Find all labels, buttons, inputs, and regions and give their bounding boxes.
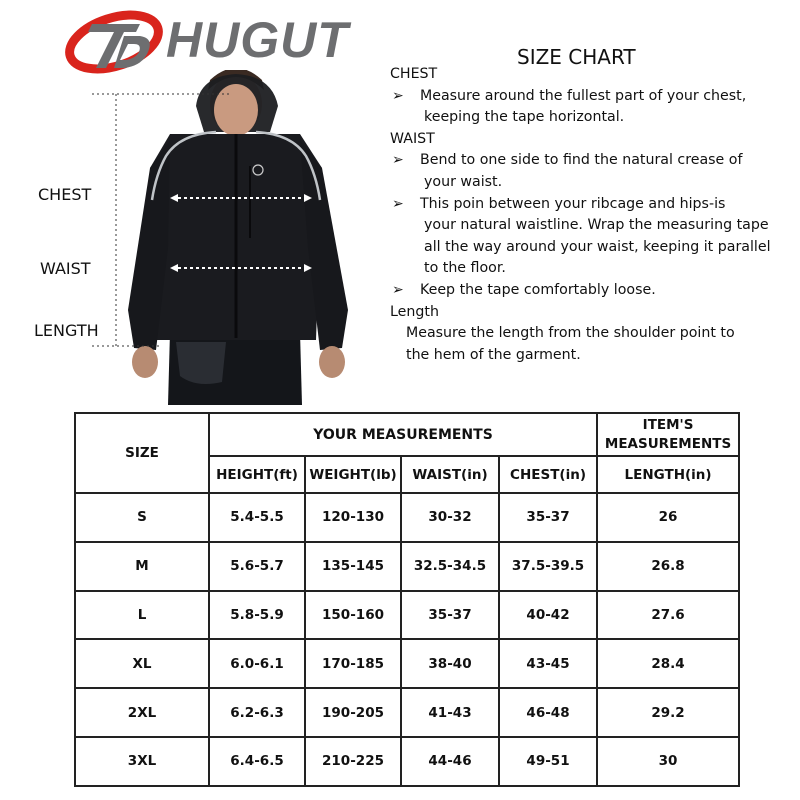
table-row [75,737,739,786]
cell-size: S [75,493,209,542]
waist-bullet-3 [390,280,790,302]
cell-length: 26.8 [597,542,739,591]
table-row [75,493,739,542]
height-column-header: HEIGHT(ft) [209,456,305,493]
cell-waist: 41-43 [401,688,499,737]
cell-height: 5.6-5.7 [209,542,305,591]
cell-weight: 135-145 [305,542,401,591]
cell-waist: 32.5-34.5 [401,542,499,591]
arrow-bullet-icon: ➢ [392,87,404,104]
cell-chest: 37.5-39.5 [499,542,597,591]
cell-size: M [75,542,209,591]
length-heading: Length [390,303,439,320]
waist-column-header: WAIST(in) [401,456,499,493]
arrow-bullet-icon: ➢ [392,152,404,169]
cell-size: XL [75,639,209,688]
size-chart-title: SIZE CHART [517,45,636,69]
cell-size: L [75,591,209,640]
waist-bullet-2-line-3: all the way around your waist, keeping it parallel [424,238,771,255]
length-label: LENGTH [34,321,99,340]
chest-bullet-1-line-1: Measure around the fullest part of your chest, [420,87,747,104]
table-row [75,591,739,640]
table-row [75,542,739,591]
cell-height: 6.2-6.3 [209,688,305,737]
chest-heading: CHEST [390,66,438,82]
brand-logo [62,8,382,76]
cell-weight: 170-185 [305,639,401,688]
waist-bullet-1-line-2: your waist. [424,173,503,190]
brand-name: HUGUT [166,12,349,68]
length-line-2: the hem of the garment. [406,346,581,363]
cell-chest: 49-51 [499,737,597,786]
length-column-header: LENGTH(in) [597,456,739,493]
cell-length: 30 [597,737,739,786]
cell-height: 5.4-5.5 [209,493,305,542]
waist-bullet-2-line-2: your natural waistline. Wrap the measuring tape [424,217,769,234]
items-header-line-2: MEASUREMENTS [604,435,732,452]
chest-label: CHEST [38,185,92,204]
arrow-bullet-icon: ➢ [392,195,404,212]
cell-length: 26 [597,493,739,542]
cell-waist: 38-40 [401,639,499,688]
your-measurements-header: YOUR MEASUREMENTS [209,413,597,456]
cell-height: 6.4-6.5 [209,737,305,786]
cell-chest: 35-37 [499,493,597,542]
model-figure [0,70,390,405]
cell-length: 29.2 [597,688,739,737]
cell-length: 27.6 [597,591,739,640]
items-header-line-1: ITEM'S [642,416,694,433]
waist-bullet-3-line-1: Keep the tape comfortably loose. [420,281,656,298]
cell-length: 28.4 [597,639,739,688]
waist-bullet-1-line-1: Bend to one side to find the natural crease of [420,152,743,169]
cell-waist: 30-32 [401,493,499,542]
cell-waist: 44-46 [401,737,499,786]
waist-label: WAIST [40,259,91,278]
cell-weight: 120-130 [305,493,401,542]
waist-heading: WAIST [390,130,435,147]
size-column-header: SIZE [75,413,209,493]
items-measurements-header [597,413,739,456]
table-row [75,639,739,688]
weight-column-header: WEIGHT(lb) [305,456,401,493]
cell-weight: 210-225 [305,737,401,786]
table-row [75,688,739,737]
jacket-model-illustration [0,70,390,405]
cell-size: 2XL [75,688,209,737]
cell-size: 3XL [75,737,209,786]
chest-bullet-1 [390,86,790,108]
brand-emblem-icon [62,8,172,76]
chest-bullet-1-line-2: keeping the tape horizontal. [424,109,625,126]
cell-chest: 43-45 [499,639,597,688]
size-table [74,412,740,787]
waist-bullet-2 [390,194,790,216]
table-header-row-1 [75,413,739,456]
waist-bullet-1 [390,150,790,172]
length-line-1: Measure the length from the shoulder point to [406,325,735,342]
waist-bullet-2-line-4: to the floor. [424,260,506,277]
cell-height: 5.8-5.9 [209,591,305,640]
chest-column-header: CHEST(in) [499,456,597,493]
cell-chest: 40-42 [499,591,597,640]
cell-chest: 46-48 [499,688,597,737]
waist-bullet-2-line-1: This poin between your ribcage and hips-is [420,195,726,212]
cell-weight: 190-205 [305,688,401,737]
arrow-bullet-icon: ➢ [392,281,404,298]
cell-waist: 35-37 [401,591,499,640]
measurement-guide [390,64,790,366]
cell-height: 6.0-6.1 [209,639,305,688]
cell-weight: 150-160 [305,591,401,640]
